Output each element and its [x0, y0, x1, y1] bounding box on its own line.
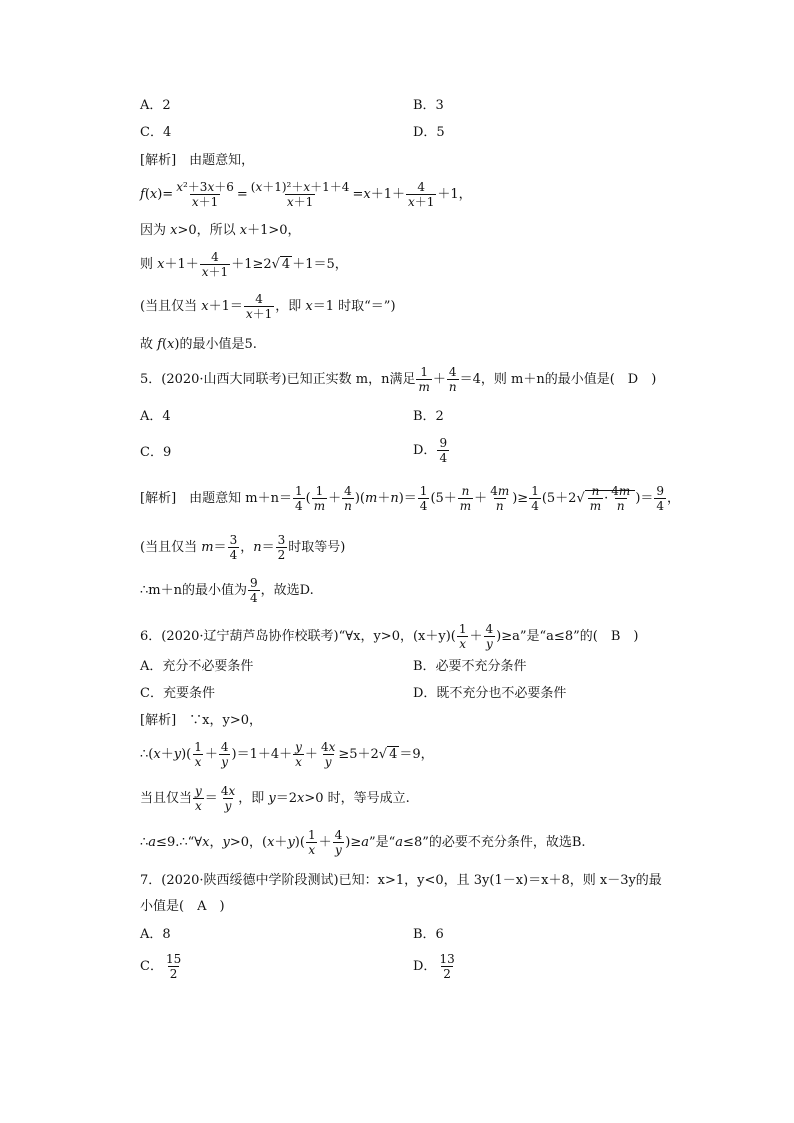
- q6-option-b: B．必要不充分条件: [413, 659, 527, 674]
- q4-step2: 因为 x>0，所以 x＋1>0，: [140, 223, 301, 238]
- q4-step4: (当且仅当 x＋1＝ $\frac{4}{x+1}$ ，即 x＝1 时取“＝”): [140, 292, 396, 321]
- q7-option-d: D． $\frac{13}{2}$: [413, 952, 455, 981]
- q4-option-a: A．2: [140, 98, 171, 113]
- q7-stem-line1: 7．(2020·陕西绥德中学阶段测试)已知：x>1，y<0，且 3y(1－x)＝x＋8，则 x－3y的最: [140, 873, 662, 888]
- q4-analysis-label: [解析] 由题意知，: [140, 153, 255, 168]
- q7-option-b: B．6: [413, 927, 444, 942]
- q5-option-d: D． $\frac{9}{4}$: [413, 436, 448, 465]
- q4-option-c: C．4: [140, 125, 172, 140]
- q6-option-c: C．充要条件: [140, 686, 215, 701]
- q6-step2: 当且仅当 $\frac{y}{x}$ ＝ $\frac{4x}{y}$ ，即 y＝2x>0 时，等号成立.: [140, 784, 410, 813]
- q5-equality: (当且仅当 m＝ $\frac{3}{4}$ ，n＝ $\frac{3}{2}$ 时取等号): [140, 533, 346, 562]
- q5-stem: 5．(2020·山西大同联考)已知正实数 m，n满足 $\frac{1}{m}$ ＋ $\frac{4}{n}$ ＝4，则 m＋n的最小值是( D ): [140, 365, 657, 394]
- q4-option-d: D．5: [413, 125, 445, 140]
- q4-step3: 则 x＋1＋ $\frac{4}{x+1}$ ＋1≥2√ 4 ＋1＝5，: [140, 250, 348, 279]
- q5-option-c: C．9: [140, 445, 172, 460]
- q5-analysis: [解析] 由题意知 m＋n＝ $\frac{1}{4}$ ( $\frac{1}{m}$ ＋ $\frac{4}{n}$ )(m＋n)＝ $\frac{1}{4}$ (5＋ $\frac{n}{m}$ ＋ $\frac{4m}{n}$ )≥ $\frac{1}{4}$ (5＋2√ $\frac{n}{m}$ · $\frac{4m}{n}$ )＝ $\frac{9}{4}$ ，: [140, 484, 681, 513]
- q6-option-a: A．充分不必要条件: [140, 659, 254, 674]
- q4-conclusion: 故 f(x)的最小值是5.: [140, 337, 257, 352]
- q7-option-c: C． $\frac{15}{2}$: [140, 952, 182, 981]
- q7-option-a: A．8: [140, 927, 171, 942]
- q6-option-d: D．既不充分也不必要条件: [413, 686, 567, 701]
- q7-stem-line2: 小值是( A ): [140, 899, 225, 914]
- q5-option-a: A．4: [140, 409, 171, 424]
- q6-stem: 6．(2020·辽宁葫芦岛协作校联考)“∀x，y>0，(x＋y)( $\frac{1}{x}$ ＋ $\frac{4}{y}$ )≥a”是“a≤8”的( B ): [140, 622, 639, 651]
- q6-conclusion: ∴a≤9.∴“∀x，y>0，(x＋y)( $\frac{1}{x}$ ＋ $\frac{4}{y}$ )≥a”是“a≤8”的必要不充分条件，故选B.: [140, 828, 586, 857]
- q6-step1: ∴(x＋y)( $\frac{1}{x}$ ＋ $\frac{4}{y}$ )＝1＋4＋ $\frac{y}{x}$ ＋ $\frac{4x}{y}$ ≥5＋2√ 4 ＝9，: [140, 740, 434, 769]
- q5-option-b: B．2: [413, 409, 444, 424]
- q5-conclusion: ∴m＋n的最小值为 $\frac{9}{4}$ ，故选D.: [140, 576, 314, 605]
- q4-step1: f(x)= $\frac{\text{x²＋3x＋6}}{x+1}$ = $\frac{\text{(x＋1)²＋x＋1＋4}}{x+1}$ =x＋1＋ $\frac{4}{x+1}$ ＋1，: [140, 180, 472, 209]
- q4-option-b: B．3: [413, 98, 444, 113]
- q6-analysis-label: [解析] ∵x，y>0，: [140, 713, 262, 728]
